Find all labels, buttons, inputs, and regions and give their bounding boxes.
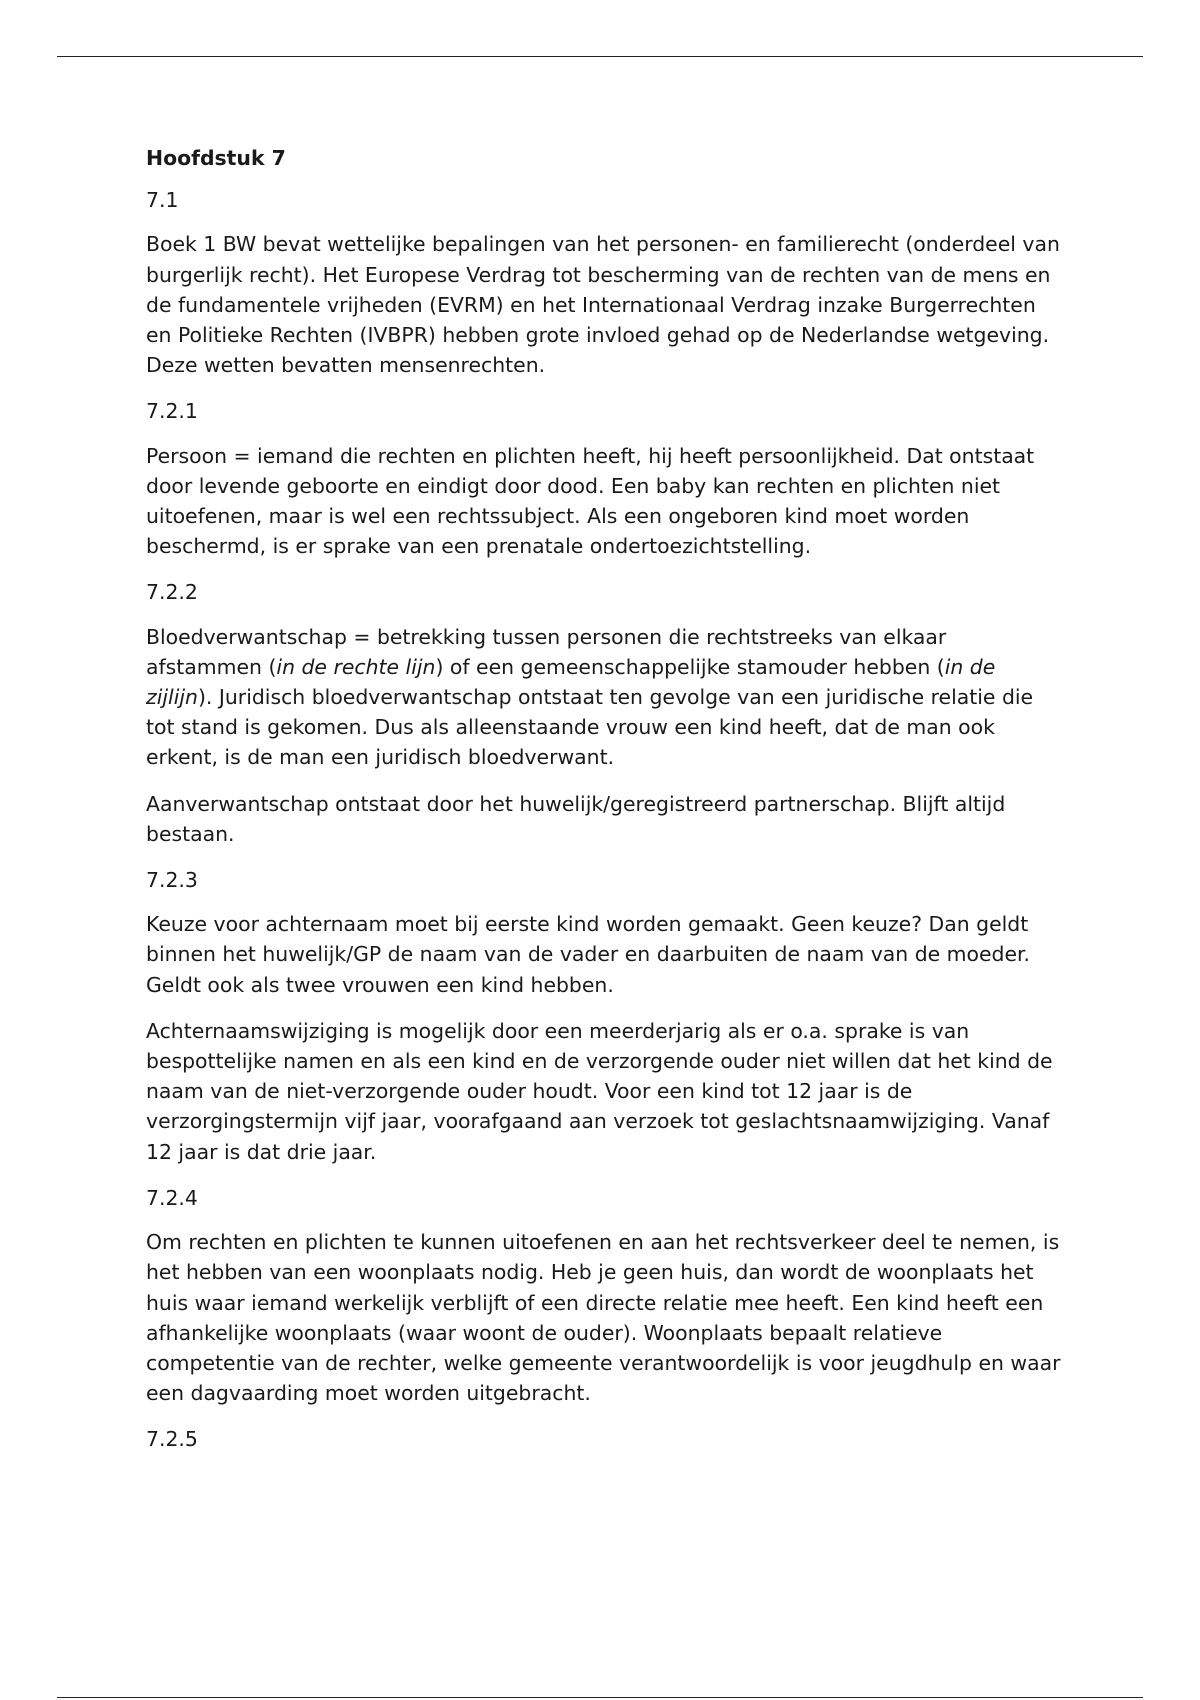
document-body (146, 143, 1066, 1469)
chapter-title: Hoofdstuk 7 (146, 146, 286, 170)
section-number-7-2-4: 7.2.4 (146, 1185, 198, 1210)
section-number-7-1: 7.1 (146, 188, 179, 213)
paragraph-7-1: Boek 1 BW bevat wettelijke bepalingen van het personen- en familierecht (onderdeel van burgerlijk recht). Het Europese Verdrag tot bescherming van de rechten van de mens en de fundamentele vrijheden (EVRM) en het Internationaal Verdrag inzake Burgerrechten en Politieke Rechten (IVBPR) hebben grote invloed gehad op de Nederlandse wetgeving. Deze wetten bevatten mensenrechten. (146, 232, 1060, 378)
paragraph-7-2-3-achternaam: Keuze voor achternaam moet bij eerste kind worden gemaakt. Geen keuze? Dan geldt binnen het huwelijk/GP de naam van de vader en daarbuiten de naam van de moeder. Geldt ook als twee vrouwen een kind hebben. (146, 912, 1031, 997)
paragraph-7-2-1: Persoon = iemand die rechten en plichten heeft, hij heeft persoonlijkheid. Dat ontstaat door levende geboorte en eindigt door dood. Een baby kan rechten en plichten niet uitoefenen, maar is wel een rechtssubject. Als een ongeboren kind moet worden beschermd, is er sprake van een prenatale ondertoezichtstelling. (146, 443, 1035, 559)
italic-term-rechte-lijn: in de rechte lijn (276, 654, 436, 679)
section-number-7-2-2: 7.2.2 (146, 580, 198, 605)
text-run: ). Juridisch bloedverwantschap ontstaat ten gevolge van een juridische relatie die tot stand is gekomen. Dus als alleenstaande vrouw een kind heeft, dat de man ook erkent, is de man een juridisch bloedverwant. (146, 685, 1034, 770)
text-run: Bloedverwantschap = betrekking tussen personen die rechtstreeks van elkaar afstammen ( (146, 624, 947, 679)
italic-term-zijlijn: in de zijlijn (146, 654, 996, 710)
section-number-7-2-5: 7.2.5 (146, 1427, 198, 1452)
header-rule (57, 56, 1143, 57)
text-run: ) of een gemeenschappelijke stamouder hebben ( (435, 654, 945, 679)
paragraph-7-2-2-aanverwantschap: Aanverwantschap ontstaat door het huwelijk/geregistreerd partnerschap. Blijft altijd bestaan. (146, 791, 1006, 846)
paragraph-7-2-4: Om rechten en plichten te kunnen uitoefenen en aan het rechtsverkeer deel te nemen, is het hebben van een woonplaats nodig. Heb je geen huis, dan wordt de woonplaats het huis waar iemand werkelijk verblijft of een directe relatie mee heeft. Een kind heeft een afhankelijke woonplaats (waar woont de ouder). Woonplaats bepaalt relatieve competentie van de rechter, welke gemeente verantwoordelijk is voor jeugdhulp en waar een dagvaarding moet worden uitgebracht. (146, 1230, 1061, 1406)
paragraph-7-2-2-bloedverwantschap (146, 622, 1066, 773)
footer-rule (57, 1697, 1143, 1698)
paragraph-7-2-3-wijziging: Achternaamswijziging is mogelijk door een meerderjarig als er o.a. sprake is van bespottelijke namen en als een kind en de verzorgende ouder niet willen dat het kind de naam van de niet-verzorgende ouder houdt. Voor een kind tot 12 jaar is de verzorgingstermijn vijf jaar, voorafgaand aan verzoek tot geslachtsnaamwijziging. Vanaf 12 jaar is dat drie jaar. (146, 1018, 1053, 1164)
section-number-7-2-1: 7.2.1 (146, 399, 198, 424)
section-number-7-2-3: 7.2.3 (146, 868, 198, 893)
